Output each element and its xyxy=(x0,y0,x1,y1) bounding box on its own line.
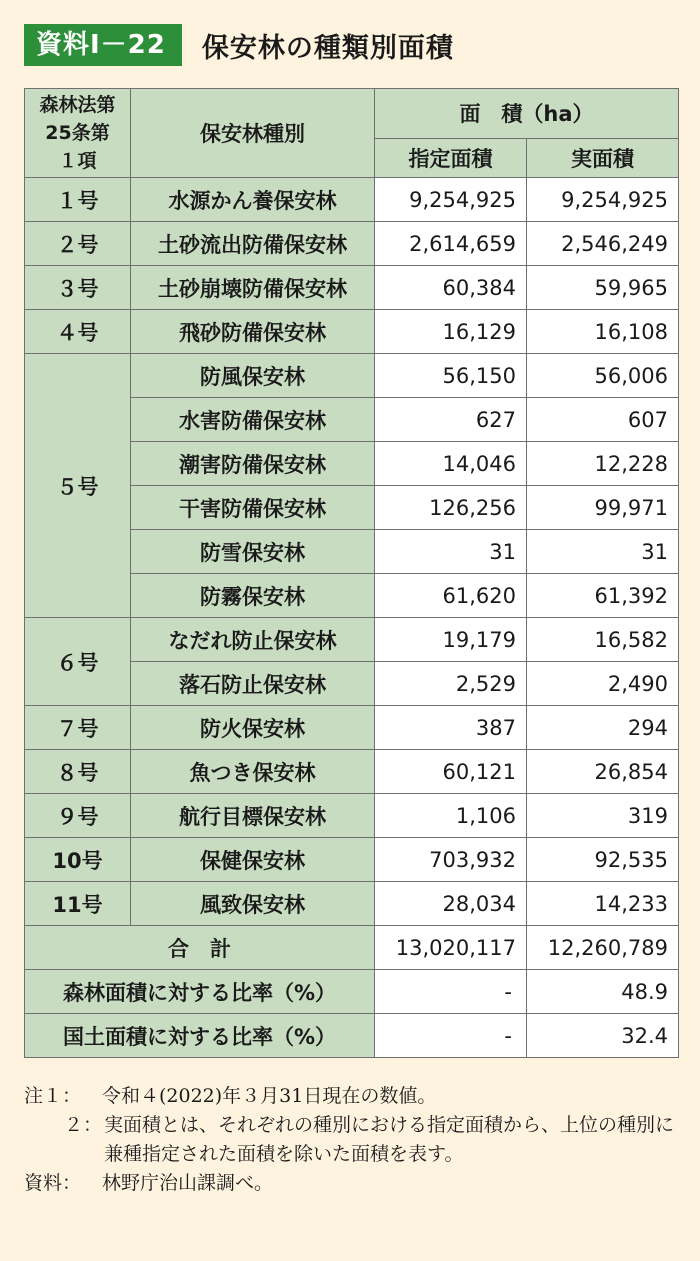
designated-area: 627 xyxy=(375,398,527,442)
article-number: ４号 xyxy=(25,310,131,354)
table-row xyxy=(25,354,679,398)
designated-area: 2,614,659 xyxy=(375,222,527,266)
table-row xyxy=(25,178,679,222)
header-article: 森林法第25条第１項 xyxy=(25,89,131,178)
article-number: ９号 xyxy=(25,794,131,838)
designated-area: 60,121 xyxy=(375,750,527,794)
note-1 xyxy=(24,1082,684,1111)
table-row xyxy=(25,794,679,838)
header-area: 面 積（ha） xyxy=(375,89,679,139)
actual-area: 59,965 xyxy=(527,266,679,310)
article-number: 11号 xyxy=(25,882,131,926)
reserve-type: 防霧保安林 xyxy=(131,574,375,618)
header-designated: 指定面積 xyxy=(375,138,527,177)
table-row xyxy=(25,882,679,926)
designated-area: 387 xyxy=(375,706,527,750)
total-label: 合 計 xyxy=(25,926,375,970)
ratio-label: 国土面積に対する比率（%） xyxy=(25,1014,375,1058)
actual-area: 99,971 xyxy=(527,486,679,530)
article-number: ７号 xyxy=(25,706,131,750)
ratio-actual: 32.4 xyxy=(527,1014,679,1058)
reserve-type: なだれ防止保安林 xyxy=(131,618,375,662)
table-row xyxy=(25,266,679,310)
reserve-type: 航行目標保安林 xyxy=(131,794,375,838)
reserve-type: 飛砂防備保安林 xyxy=(131,310,375,354)
table-row xyxy=(25,750,679,794)
figure-header xyxy=(24,24,454,66)
notes xyxy=(24,1082,684,1198)
designated-area: 126,256 xyxy=(375,486,527,530)
reserve-type: 土砂崩壊防備保安林 xyxy=(131,266,375,310)
table-row xyxy=(25,706,679,750)
note-label: ２： xyxy=(63,1114,102,1136)
reserve-type: 防雪保安林 xyxy=(131,530,375,574)
article-number: 10号 xyxy=(25,838,131,882)
note-text: 令和４(2022)年３月31日現在の数値。 xyxy=(102,1085,437,1107)
figure-title: 保安林の種類別面積 xyxy=(201,32,454,64)
note-text: 実面積とは、それぞれの種別における指定面積から、上位の種別に兼種指定された面積を除いた面積を表す。 xyxy=(104,1114,675,1165)
reserve-type: 水源かん養保安林 xyxy=(131,178,375,222)
source-label: 資料： xyxy=(24,1172,82,1194)
table-body xyxy=(25,178,679,926)
table-row xyxy=(25,838,679,882)
actual-area: 61,392 xyxy=(527,574,679,618)
designated-area: 9,254,925 xyxy=(375,178,527,222)
header-type: 保安林種別 xyxy=(131,89,375,178)
source-text: 林野庁治山課調べ。 xyxy=(102,1172,274,1194)
table-row xyxy=(25,618,679,662)
designated-area: 16,129 xyxy=(375,310,527,354)
actual-area: 14,233 xyxy=(527,882,679,926)
note-label: 注１： xyxy=(24,1085,82,1107)
forest-reserve-area-table xyxy=(24,88,679,1058)
ratio-row-land xyxy=(25,1014,679,1058)
total-row xyxy=(25,926,679,970)
reserve-type: 保健保安林 xyxy=(131,838,375,882)
reserve-type: 土砂流出防備保安林 xyxy=(131,222,375,266)
reserve-type: 防風保安林 xyxy=(131,354,375,398)
article-number: ８号 xyxy=(25,750,131,794)
source-note xyxy=(24,1169,684,1198)
ratio-actual: 48.9 xyxy=(527,970,679,1014)
ratio-row-forest xyxy=(25,970,679,1014)
reserve-type: 落石防止保安林 xyxy=(131,662,375,706)
article-number: ２号 xyxy=(25,222,131,266)
note-2 xyxy=(24,1111,684,1169)
actual-area: 9,254,925 xyxy=(527,178,679,222)
article-number: １号 xyxy=(25,178,131,222)
article-number: ３号 xyxy=(25,266,131,310)
actual-area: 31 xyxy=(527,530,679,574)
figure-number-badge: 資料Ⅰ－22 xyxy=(24,24,182,66)
designated-area: 14,046 xyxy=(375,442,527,486)
designated-area: 61,620 xyxy=(375,574,527,618)
reserve-type: 風致保安林 xyxy=(131,882,375,926)
reserve-type: 防火保安林 xyxy=(131,706,375,750)
actual-area: 92,535 xyxy=(527,838,679,882)
designated-area: 703,932 xyxy=(375,838,527,882)
reserve-type: 干害防備保安林 xyxy=(131,486,375,530)
total-actual: 12,260,789 xyxy=(527,926,679,970)
reserve-type: 水害防備保安林 xyxy=(131,398,375,442)
ratio-label: 森林面積に対する比率（%） xyxy=(25,970,375,1014)
total-designated: 13,020,117 xyxy=(375,926,527,970)
ratio-designated: - xyxy=(375,970,527,1014)
actual-area: 56,006 xyxy=(527,354,679,398)
actual-area: 16,582 xyxy=(527,618,679,662)
designated-area: 1,106 xyxy=(375,794,527,838)
actual-area: 26,854 xyxy=(527,750,679,794)
designated-area: 2,529 xyxy=(375,662,527,706)
designated-area: 19,179 xyxy=(375,618,527,662)
article-number: ６号 xyxy=(25,618,131,706)
designated-area: 56,150 xyxy=(375,354,527,398)
table-row xyxy=(25,222,679,266)
header-actual: 実面積 xyxy=(527,138,679,177)
designated-area: 28,034 xyxy=(375,882,527,926)
actual-area: 2,490 xyxy=(527,662,679,706)
actual-area: 16,108 xyxy=(527,310,679,354)
actual-area: 2,546,249 xyxy=(527,222,679,266)
article-number: ５号 xyxy=(25,354,131,618)
reserve-type: 魚つき保安林 xyxy=(131,750,375,794)
actual-area: 12,228 xyxy=(527,442,679,486)
ratio-designated: - xyxy=(375,1014,527,1058)
designated-area: 60,384 xyxy=(375,266,527,310)
actual-area: 607 xyxy=(527,398,679,442)
reserve-type: 潮害防備保安林 xyxy=(131,442,375,486)
designated-area: 31 xyxy=(375,530,527,574)
actual-area: 294 xyxy=(527,706,679,750)
table-row xyxy=(25,310,679,354)
actual-area: 319 xyxy=(527,794,679,838)
